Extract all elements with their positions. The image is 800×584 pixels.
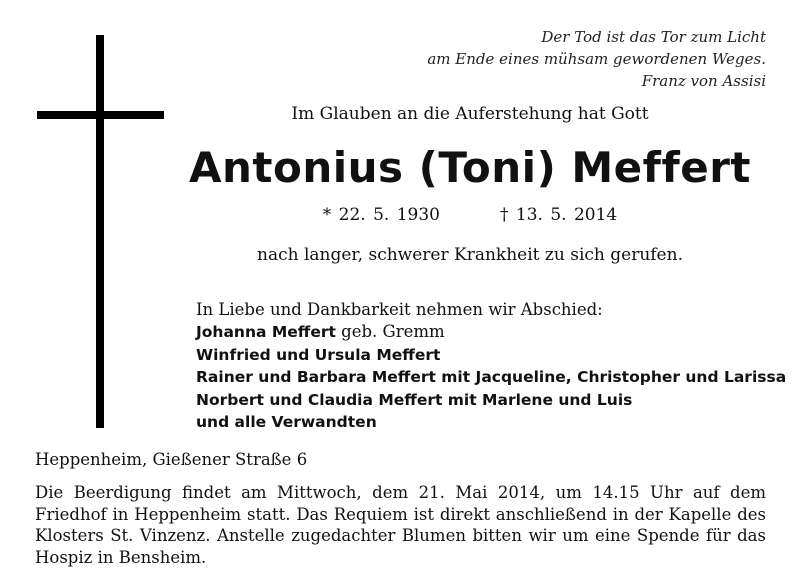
life-dates — [200, 203, 740, 227]
birth-date: * 22. 5. 1930 — [322, 205, 440, 225]
mourners-block — [196, 299, 786, 433]
quote-author: Franz von Assisi — [641, 72, 766, 90]
cross-icon-vertical — [96, 35, 104, 428]
funeral-notice: Die Beerdigung findet am Mittwoch, dem 21. Mai 2014, um 14.15 Uhr auf dem Friedhof in Heppenheim statt. Das Requiem ist direkt anschließend in der Kapelle des Klosters St. Vinzenz. Anstelle zugedachter Blumen bitten wir um eine Spende für das Hospiz in Bensheim. — [35, 483, 766, 567]
mourner-line: und alle Verwandten — [196, 413, 377, 432]
quote-line-1: Der Tod ist das Tor zum Licht — [541, 28, 766, 46]
mourner-name: Johanna Meffert — [196, 323, 336, 342]
deceased-name: Antonius (Toni) Meffert — [189, 143, 751, 192]
mourners-intro: In Liebe und Dankbarkeit nehmen wir Abschied: — [196, 300, 603, 319]
mourner-line: Winfried und Ursula Meffert — [196, 345, 441, 364]
mourner-line — [196, 321, 786, 343]
quote-block — [427, 26, 766, 92]
mourner-line: Rainer und Barbara Meffert mit Jacqueline, Christopher und Larissa — [196, 368, 787, 387]
death-date: † 13. 5. 2014 — [500, 205, 618, 225]
intro-text: Im Glauben an die Auferstehung hat Gott — [291, 104, 649, 124]
mourner-maiden-name: geb. Gremm — [335, 322, 445, 342]
mourner-line: Norbert und Claudia Meffert mit Marlene und Luis — [196, 390, 633, 409]
called-text: nach langer, schwerer Krankheit zu sich gerufen. — [257, 245, 683, 265]
cross-icon-horizontal — [37, 111, 164, 119]
address: Heppenheim, Gießener Straße 6 — [35, 450, 308, 469]
quote-line-2: am Ende eines mühsam gewordenen Weges. — [427, 50, 766, 68]
